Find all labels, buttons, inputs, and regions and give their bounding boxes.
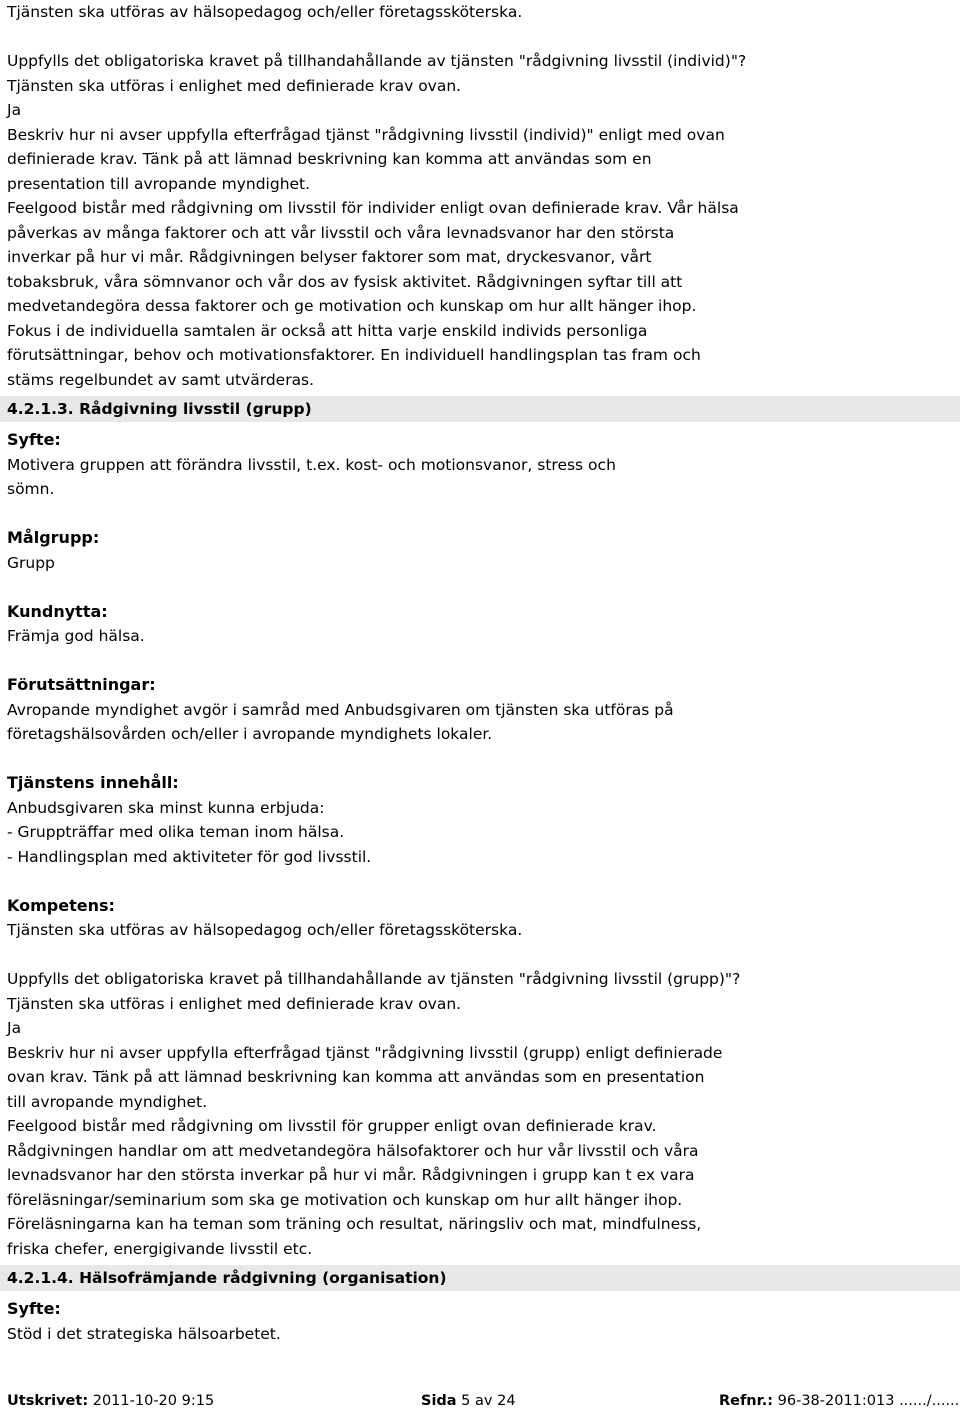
text-line: Tjänsten ska utföras i enlighet med definierade krav ovan. (7, 76, 462, 95)
page-value: 5 av 24 (456, 1393, 516, 1409)
text-line: tobaksbruk, våra sömnvanor och vår dos av fysisk aktivitet. Rådgivningen syftar till att (7, 272, 683, 291)
reference-number (719, 1393, 959, 1409)
answer-line: Ja (7, 101, 22, 119)
document-page (7, 0, 960, 1346)
text-line: definierade krav. Tänk på att lämnad beskrivning kan komma att användas som en (7, 150, 652, 168)
text-line: Uppfylls det obligatoriska kravet på tillhandahållande av tjänsten "rådgivning livsstil (individ)"? (7, 52, 747, 70)
section-heading-grupp: 4.2.1.3. Rådgivning livsstil (grupp) (0, 396, 960, 422)
text-line: föreläsningar/seminarium som ska ge motivation och kunskap om hur allt hänger ihop. (7, 1190, 683, 1209)
syfte-label: Syfte: (7, 430, 61, 449)
requirement-block-grupp (7, 967, 960, 1261)
text-line: presentation till avropande myndighet. (7, 174, 311, 193)
kompetens-label: Kompetens: (7, 895, 115, 915)
text-line: Beskriv hur ni avser uppfylla efterfrågad tjänst "rådgivning livsstil (grupp) enligt definierade (7, 1043, 723, 1062)
refnr-label: Refnr.: (719, 1393, 774, 1409)
innehall-label: Tjänstens innehåll: (7, 773, 179, 792)
printed-label: Utskrivet: (7, 1393, 89, 1409)
kundnytta-value: Främja god hälsa. (7, 627, 145, 645)
kundnytta-label: Kundnytta: (7, 601, 108, 621)
forutsattningar-label: Förutsättningar: (7, 675, 156, 694)
printed-date (7, 1393, 214, 1409)
text-line: till avropande myndighet. (7, 1092, 208, 1111)
answer-line: Ja (7, 1019, 22, 1037)
list-item: - Handlingsplan med aktiviteter för god livsstil. (7, 847, 372, 866)
text-line: förutsättningar, behov och motivationsfaktorer. En individuell handlingsplan tas fram och (7, 346, 701, 364)
printed-value: 2011-10-20 9:15 (88, 1393, 215, 1409)
text-line: Avropande myndighet avgör i samråd med Anbudsgivaren om tjänsten ska utföras på (7, 700, 674, 719)
text-line: inverkar på hur vi mår. Rådgivningen belyser faktorer som mat, dryckesvanor, vårt (7, 248, 652, 266)
list-item: - Gruppträffar med olika teman inom hälsa. (7, 823, 345, 841)
section-heading-organisation: 4.2.1.4. Hälsofrämjande rådgivning (organisation) (0, 1265, 960, 1291)
text-line: medvetandegöra dessa faktorer och ge motivation och kunskap om hur allt hänger ihop. (7, 297, 697, 315)
text-line: Beskriv hur ni avser uppfylla efterfrågad tjänst "rådgivning livsstil (individ)" enligt med ovan (7, 125, 725, 144)
text-line: Anbudsgivaren ska minst kunna erbjuda: (7, 798, 325, 817)
kompetens-value: Tjänsten ska utföras av hälsopedagog och/eller företagssköterska. (7, 921, 523, 939)
text-line: företagshälsovården och/eller i avropande myndighets lokaler. (7, 725, 493, 743)
intro-line: Tjänsten ska utföras av hälsopedagog och/eller företagssköterska. (7, 3, 523, 21)
malgrupp-value: Grupp (7, 553, 55, 572)
text-line: Rådgivningen handlar om att medvetandegöra hälsofaktorer och hur vår livsstil och våra (7, 1141, 699, 1160)
text-line: levnadsvanor har den största inverkar på hur vi mår. Rådgivningen i grupp kan t ex vara (7, 1166, 695, 1184)
syfte-value: Stöd i det strategiska hälsoarbetet. (7, 1324, 281, 1343)
page-label: Sida (421, 1393, 457, 1409)
text-line: Feelgood bistår med rådgivning om livsstil för individer enligt ovan definierade krav. Vår hälsa (7, 199, 739, 217)
refnr-value: 96-38-2011:013 ....../...... (773, 1393, 960, 1409)
syfte-label: Syfte: (7, 1299, 61, 1318)
text-line: Uppfylls det obligatoriska kravet på tillhandahållande av tjänsten "rådgivning livsstil (grupp)"? (7, 970, 741, 988)
text-line: Tjänsten ska utföras i enlighet med definierade krav ovan. (7, 994, 462, 1013)
text-line: stäms regelbundet av samt utvärderas. (7, 370, 315, 389)
text-line: sömn. (7, 480, 55, 498)
page-number (421, 1393, 516, 1409)
text-line: Motivera gruppen att förändra livsstil, t.ex. kost- och motionsvanor, stress och (7, 455, 616, 474)
text-line: påverkas av många faktorer och att vår livsstil och våra levnadsvanor har den största (7, 223, 675, 242)
requirement-block-individ (7, 49, 960, 392)
text-line: Fokus i de individuella samtalen är också att hitta varje enskild individs personliga (7, 321, 648, 340)
text-line: friska chefer, energigivande livsstil etc. (7, 1239, 313, 1258)
text-line: ovan krav. Tänk på att lämnad beskrivning kan komma att användas som en presentation (7, 1068, 705, 1086)
text-line: Feelgood bistår med rådgivning om livsstil för grupper enligt ovan definierade krav. (7, 1117, 657, 1135)
malgrupp-label: Målgrupp: (7, 528, 100, 547)
text-line: Föreläsningarna kan ha teman som träning och resultat, näringsliv och mat, mindfulness, (7, 1215, 702, 1233)
